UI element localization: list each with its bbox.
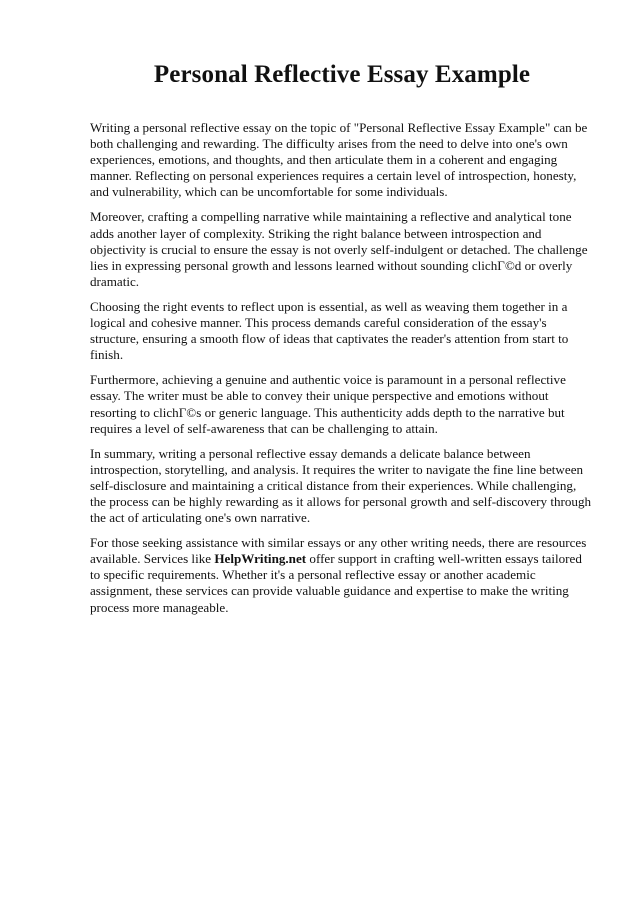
brand-name: HelpWriting.net	[214, 551, 307, 567]
paragraph-voice: Furthermore, achieving a genuine and authentic voice is paramount in a personal reflective essay. The writer must be able to convey their unique perspective and emotions without resorting to clichГ©s or generic language. This authenticity adds depth to the narrative but requires a level of self-awareness that can be challenging to attain.	[90, 372, 566, 436]
paragraph-summary: In summary, writing a personal reflective essay demands a delicate balance between introspection, storytelling, and analysis. It requires the writer to navigate the fine line between self-disclosure and maintaining a critical distance from their experiences. While challenging, the process can be highly rewarding as it allows for personal growth and self-discovery through the act of articulating one's own narrative.	[90, 445, 592, 526]
paragraph-narrative: Moreover, crafting a compelling narrative while maintaining a reflective and analytical tone adds another layer of complexity. Striking the right balance between introspection and objectivity is crucial to ensure the essay is not overly self-indulgent or detached. The challenge lies in expressing personal growth and lessons learned without sounding clichГ©d or overly dramatic.	[90, 209, 588, 289]
resources-text-before: For those seeking assistance with similar essays or any other writing needs, there are resources available. Services like	[90, 535, 587, 567]
document-title: Personal Reflective Essay Example	[153, 61, 531, 88]
paragraph-events: Choosing the right events to reflect upon is essential, as well as weaving them together in a logical and cohesive manner. This process demands careful consideration of the essay's structure, ensuring a smooth flow of ideas that captivates the reader's attention from start to finish.	[90, 298, 569, 363]
resources-text-after: offer support in crafting well-written essays tailored to specific requirements. Whether it's a personal reflective essay or another academic assignment, these services can provide valuable guidance and expertise to make the writing process more manageable.	[90, 551, 582, 615]
paragraph-resources	[90, 535, 594, 615]
paragraph-intro: Writing a personal reflective essay on the topic of "Personal Reflective Essay Example" can be both challenging and rewarding. The difficulty arises from the need to delve into one's own experiences, emotions, and thoughts, and then articulate them in a coherent and engaging manner. Reflecting on personal experiences requires a certain level of introspection, honesty, and vulnerability, which can be uncomfortable for some individuals.	[90, 120, 588, 200]
document-page	[90, 60, 594, 625]
